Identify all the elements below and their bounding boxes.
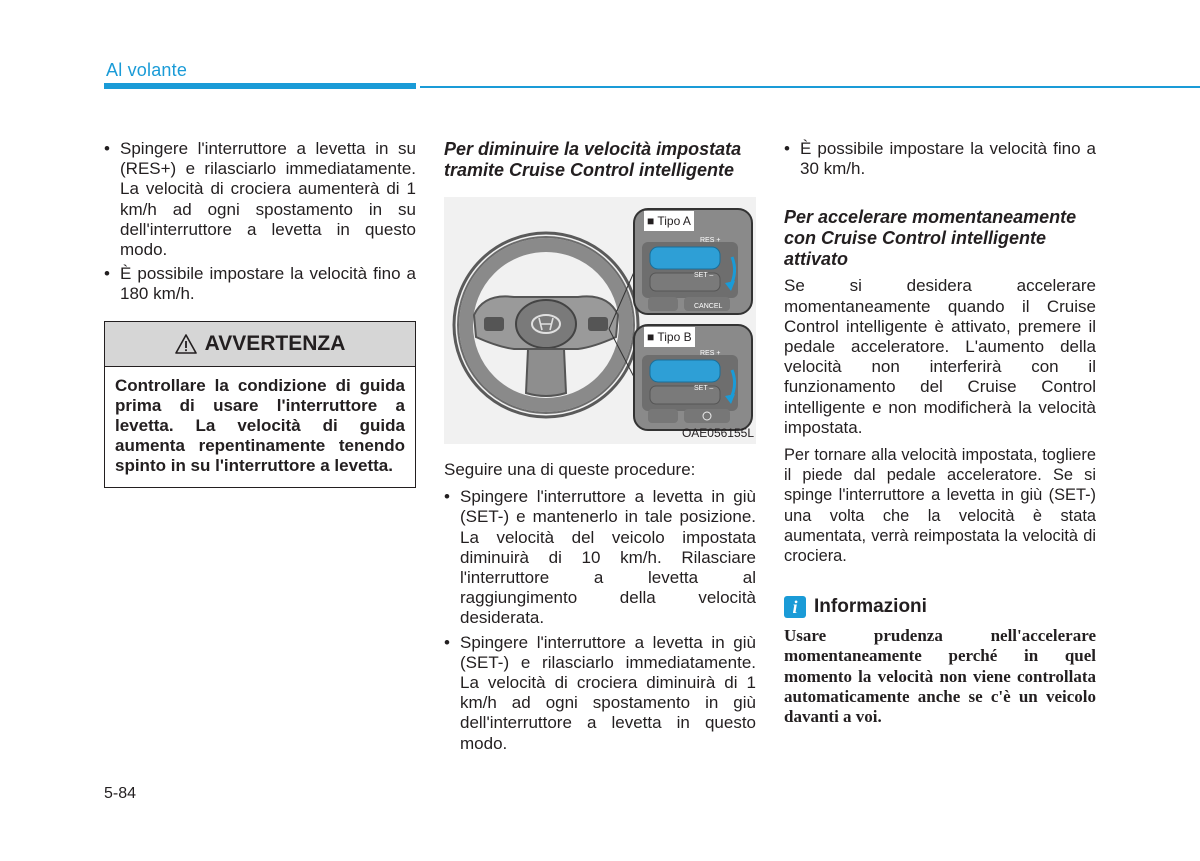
list-item: • Spingere l'interruttore a levetta in giù (SET-) e rilasciarlo immediatamente. La velocità di crociera diminuirà di 1 km/h ad ogni spostamento in giù dell'interruttore a levetta in questo modo. <box>444 633 756 754</box>
list-item: • Spingere l'interruttore a levetta in su (RES+) e rilasciarlo immediatamente. La velocità di crociera aumenterà di 1 km/h ad ogni spostamento in su dell'interruttore a levetta in questo modo. <box>104 139 416 260</box>
warning-header <box>105 322 415 367</box>
figure-label-type-b: ■ Tipo B <box>644 327 695 347</box>
steering-wheel-illustration <box>444 197 756 444</box>
figure-code: OAE056155L <box>681 425 754 440</box>
info-text: Usare prudenza nell'accelerare momentaneamente perché in quel momento la velocità non viene controllata automaticamente anche se c'è un veicolo davanti a voi. <box>784 626 1096 727</box>
procedure-intro: Seguire una di queste procedure: <box>444 460 696 479</box>
warning-text: Controllare la condizione di guida prima di usare l'interruttore a levetta. La velocità di guida aumenta repentinamente tenendo spinto in su l'interruttore a levetta. <box>115 375 405 476</box>
column-1 <box>104 139 416 488</box>
info-icon: i <box>784 596 806 618</box>
res-label: RES + <box>700 350 721 357</box>
cancel-label: CANCEL <box>694 303 723 310</box>
res-label: RES + <box>700 237 721 244</box>
header-rule-thin <box>420 86 1200 88</box>
subheading-accelerate: Per accelerare momentaneamente con Cruise Control intelligente attivato <box>784 207 1077 270</box>
bullet-list <box>444 487 756 754</box>
list-item: • Spingere l'interruttore a levetta in giù (SET-) e mantenerlo in tale posizione. La velocità del veicolo impostata diminuirà di 10 km/h. Rilasciare l'interruttore a levetta al raggiungimento della velocità desiderata. <box>444 487 756 628</box>
steering-wheel-icon <box>454 233 638 417</box>
figure-label-type-a: ■ Tipo A <box>644 211 694 231</box>
page-number: 5-84 <box>104 785 137 802</box>
info-title: Informazioni <box>814 596 927 618</box>
section-title: Al volante <box>106 60 188 80</box>
warning-box <box>104 321 416 488</box>
steering-wheel-figure <box>444 197 756 444</box>
bullet-list <box>784 139 1096 179</box>
set-label: SET – <box>694 272 714 279</box>
info-header <box>784 596 1096 618</box>
list-item: • È possibile impostare la velocità fino a 30 km/h. <box>784 139 1096 179</box>
paragraph: Se si desidera accelerare momentaneamente quando il Cruise Control intelligente è attivato, premere il pedale acceleratore. L'aumento della velocità non interferirà con il funzionamento del Cruise Control intelligente e non modificherà la velocità impostata. <box>784 276 1096 437</box>
bullet-list <box>104 139 416 305</box>
warning-triangle-icon <box>175 334 197 354</box>
warning-title: AVVERTENZA <box>204 331 346 355</box>
list-item: • È possibile impostare la velocità fino a 180 km/h. <box>104 264 416 304</box>
paragraph: Per tornare alla velocità impostata, togliere il piede dal pedale acceleratore. Se si spinge l'interruttore a levetta in giù (SET-) una volta che la velocità è stata aumentata, verrà reimpostata la velocità di crociera. <box>784 446 1096 566</box>
header-rule-thick <box>104 83 416 89</box>
set-label: SET – <box>694 385 714 392</box>
column-3 <box>784 139 1096 727</box>
subheading-decrease-speed: Per diminuire la velocità impostata tramite Cruise Control intelligente <box>444 139 742 180</box>
column-2 <box>444 139 756 758</box>
